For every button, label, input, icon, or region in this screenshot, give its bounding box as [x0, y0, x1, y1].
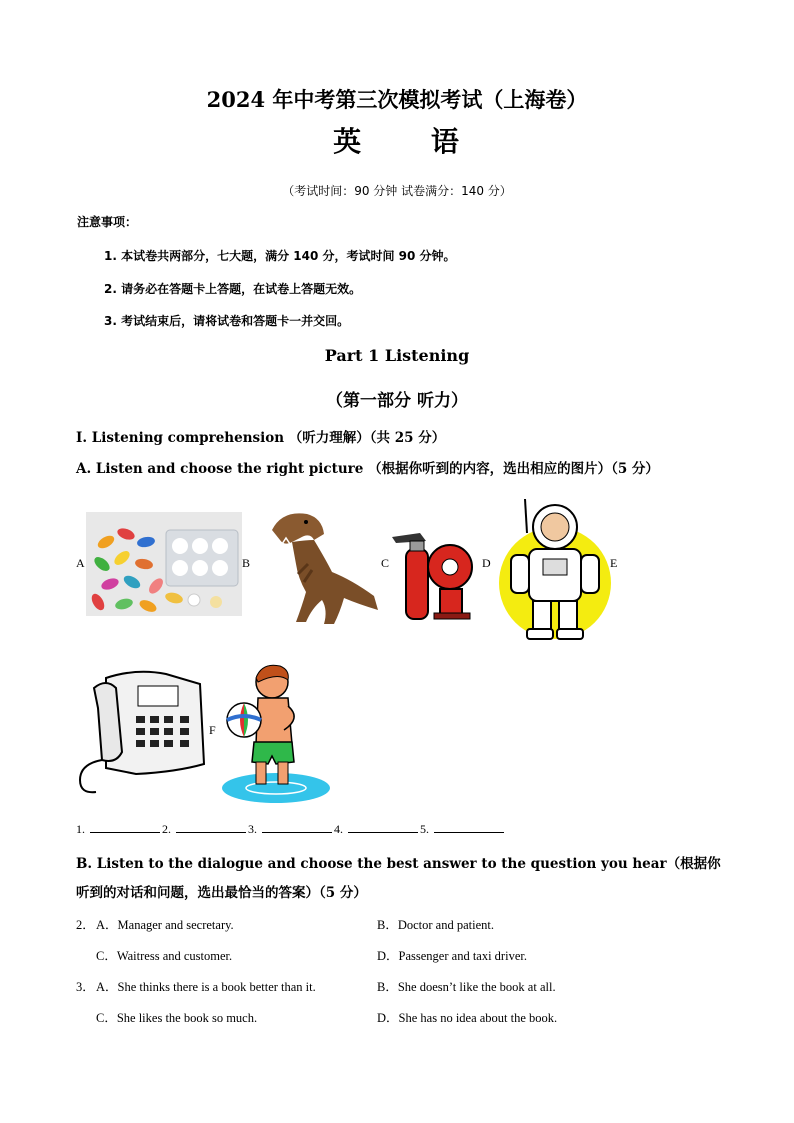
dinosaur-image: [262, 500, 380, 628]
answer-blank-3[interactable]: [262, 821, 332, 833]
answer-blank-4[interactable]: [348, 821, 418, 833]
question-2-number: 2．: [76, 918, 95, 932]
question-3-option-a: A．She thinks there is a book better than it.: [96, 980, 316, 994]
exam-title: 2024 年中考第三次模拟考试（上海卷）: [206, 87, 588, 112]
blank-label-4: 4.: [334, 822, 343, 836]
exam-info: （考试时间：90 分钟 试卷满分：140 分）: [282, 184, 512, 198]
picture-label-f: F: [209, 723, 216, 737]
question-3-number: 3．: [76, 980, 95, 994]
question-2-option-b: B．Doctor and patient.: [377, 918, 494, 932]
part1-title-cn: （第一部分 听力）: [326, 391, 468, 411]
answer-blank-2[interactable]: [176, 821, 246, 833]
answer-blanks: [76, 821, 506, 837]
answer-blank-1[interactable]: [90, 821, 160, 833]
telephone-image: [76, 668, 208, 798]
question-3-option-d: D．She has no idea about the book.: [377, 1011, 558, 1025]
picture-label-d: D: [482, 556, 491, 570]
question-3-option-b: B．She doesn’t like the book at all.: [377, 980, 556, 994]
subject-title: 英 语: [333, 125, 489, 158]
question-2-option-a: A．Manager and secretary.: [96, 918, 234, 932]
beach-ball-boy-image: [218, 660, 330, 806]
picture-label-c: C: [381, 556, 390, 570]
answer-blank-5[interactable]: [434, 821, 504, 833]
note-item-3: 3. 考试结束后，请将试卷和答题卡一并交回。: [104, 314, 350, 328]
section-i-heading: I. Listening comprehension （听力理解）（共 25 分）: [76, 430, 446, 446]
section-a-heading: A. Listen and choose the right picture （根据你听到的内容，选出相应的图片）（5 分）: [76, 461, 659, 477]
fire-extinguisher-image: [390, 527, 474, 621]
blank-label-1: 1.: [76, 822, 85, 836]
note-item-2: 2. 请务必在答题卡上答题，在试卷上答题无效。: [104, 282, 362, 296]
blank-label-2: 2.: [162, 822, 171, 836]
blank-label-3: 3.: [248, 822, 257, 836]
picture-label-e: E: [610, 556, 618, 570]
astronaut-image: [497, 497, 612, 643]
part1-title: Part 1 Listening: [324, 346, 470, 365]
question-2-option-c: C．Waitress and customer.: [96, 949, 233, 963]
blank-label-5: 5.: [420, 822, 429, 836]
section-b-heading: B. Listen to the dialogue and choose the best answer to the question you hear（根据你听到的对话和问题，选出最恰当的答案）（5 分）: [76, 856, 721, 901]
note-item-1: 1. 本试卷共两部分，七大题，满分 140 分，考试时间 90 分钟。: [104, 249, 456, 263]
notes-title: 注意事项：: [77, 215, 138, 229]
picture-label-a: A: [76, 556, 85, 570]
picture-label-b: B: [242, 556, 251, 570]
question-2-option-d: D．Passenger and taxi driver.: [377, 949, 527, 963]
pills-image: [86, 512, 242, 616]
question-3-option-c: C．She likes the book so much.: [96, 1011, 258, 1025]
